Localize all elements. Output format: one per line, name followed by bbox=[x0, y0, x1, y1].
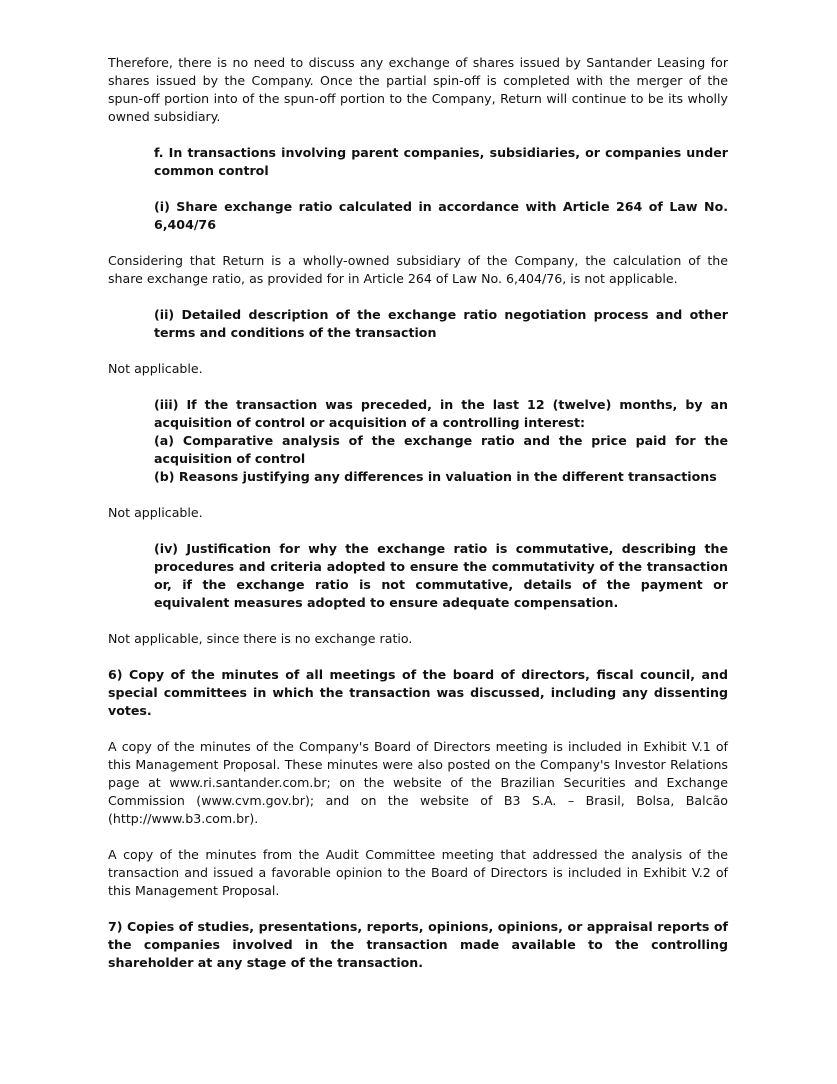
heading-f: f. In transactions involving parent companies, subsidiaries, or companies under common control bbox=[154, 145, 728, 178]
document-page bbox=[108, 54, 728, 972]
heading-ii: (ii) Detailed description of the exchange ratio negotiation process and other terms and conditions of the transaction bbox=[154, 307, 728, 340]
paragraph-ii: Not applicable. bbox=[108, 361, 203, 376]
heading-iv: (iv) Justification for why the exchange ratio is commutative, describing the procedures and criteria adopted to ensure the commutativity of the transaction or, if the exchange ratio is not commutative, details of the payment or equivalent measures adopted to ensure adequate compensation. bbox=[154, 541, 728, 610]
heading-iii-b: (b) Reasons justifying any differences in valuation in the different transactions bbox=[154, 469, 717, 484]
paragraph-6b: A copy of the minutes from the Audit Committee meeting that addressed the analysis of the transaction and issued a favorable opinion to the Board of Directors is included in Exhibit V.2 of this Management Proposal. bbox=[108, 847, 728, 898]
heading-iii: (iii) If the transaction was preceded, in the last 12 (twelve) months, by an acquisition of control or acquisition of a controlling interest: bbox=[154, 397, 728, 430]
heading-i: (i) Share exchange ratio calculated in accordance with Article 264 of Law No. 6,404/76 bbox=[154, 199, 728, 232]
paragraph-iv: Not applicable, since there is no exchange ratio. bbox=[108, 631, 413, 646]
heading-7: 7) Copies of studies, presentations, reports, opinions, opinions, or appraisal reports of the companies involved in the transaction made available to the controlling shareholder at any stage of the transaction. bbox=[108, 919, 728, 970]
paragraph-intro: Therefore, there is no need to discuss any exchange of shares issued by Santander Leasing for shares issued by the Company. Once the partial spin-off is completed with the merger of the spun-off portion into of the spun-off portion to the Company, Return will continue to be its wholly owned subsidiary. bbox=[108, 55, 728, 124]
heading-6: 6) Copy of the minutes of all meetings of the board of directors, fiscal council, and special committees in which the transaction was discussed, including any dissenting votes. bbox=[108, 667, 728, 718]
paragraph-6a: A copy of the minutes of the Company's Board of Directors meeting is included in Exhibit V.1 of this Management Proposal. These minutes were also posted on the Company's Investor Relations page at www.ri.santander.com.br; on the website of the Brazilian Securities and Exchange Commission (www.cvm.gov.br); and on the website of B3 S.A. – Brasil, Bolsa, Balcão (http://www.b3.com.br). bbox=[108, 739, 728, 826]
heading-iii-a: (a) Comparative analysis of the exchange ratio and the price paid for the acquisition of control bbox=[154, 433, 728, 466]
paragraph-iii: Not applicable. bbox=[108, 505, 203, 520]
paragraph-i: Considering that Return is a wholly-owned subsidiary of the Company, the calculation of the share exchange ratio, as provided for in Article 264 of Law No. 6,404/76, is not applicable. bbox=[108, 253, 728, 286]
